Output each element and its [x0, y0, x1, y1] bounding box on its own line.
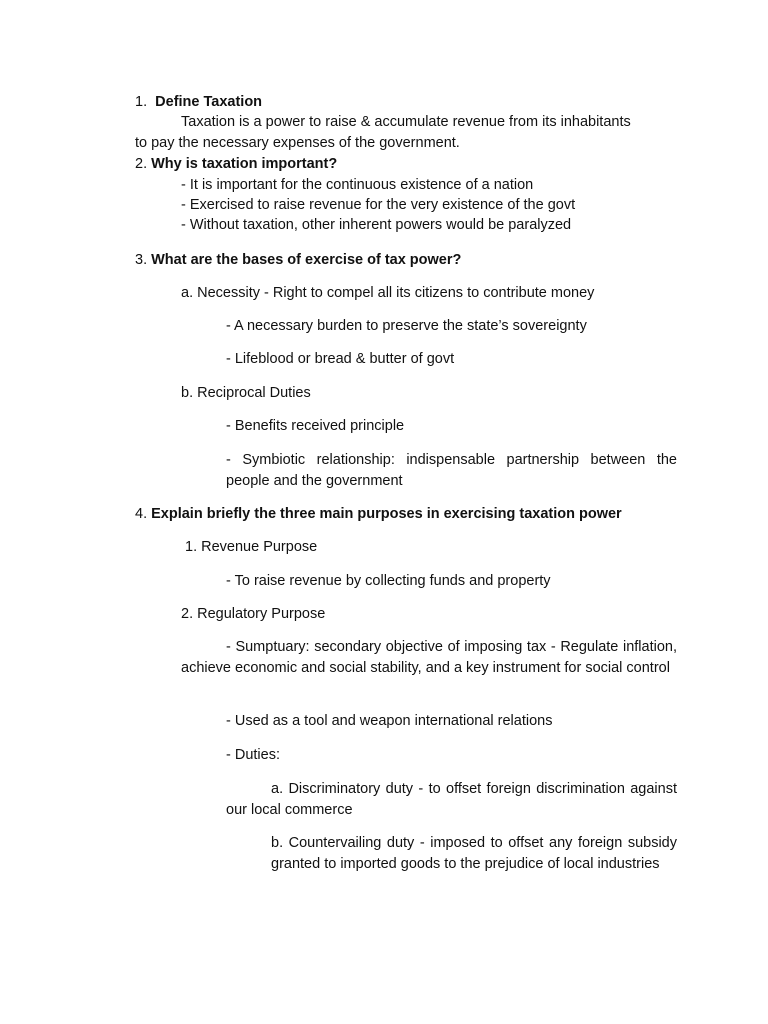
q3-item-b: b. Reciprocal Duties [181, 385, 311, 401]
q3-title: What are the bases of exercise of tax power? [151, 252, 462, 268]
q2-title: Why is taxation important? [151, 156, 338, 172]
q2-bullet: - Without taxation, other inherent powers would be paralyzed [181, 217, 572, 233]
q3-a-point: - Lifeblood or bread & butter of govt [226, 351, 455, 367]
q1-title: Define Taxation [155, 94, 263, 110]
q2-heading: 2. Why is taxation important? [135, 156, 338, 172]
q4-duty-item: a. Discriminatory duty - to offset foreign discrimination against our local commerce [226, 781, 677, 818]
q3-b-point: - Symbiotic relationship: indispensable partnership between the people and the government [226, 452, 677, 489]
q2-bullet: - It is important for the continuous existence of a nation [181, 177, 534, 193]
q3-item-a: a. Necessity - Right to compel all its citizens to contribute money [181, 285, 595, 301]
q3-heading: 3. What are the bases of exercise of tax power? [135, 252, 462, 268]
q2-bullet: - Exercised to raise revenue for the very existence of the govt [181, 197, 576, 213]
q4-title: Explain briefly the three main purposes in exercising taxation power [151, 506, 622, 522]
q1-heading: 1. Define Taxation [135, 94, 263, 110]
q4-purpose-1-point: - To raise revenue by collecting funds and property [226, 573, 551, 589]
q1-answer-line1: Taxation is a power to raise & accumulate revenue from its inhabitants [181, 114, 631, 130]
q3-b-point: - Benefits received principle [226, 418, 405, 434]
q1-answer-line2: to pay the necessary expenses of the government. [135, 135, 460, 151]
q4-purpose-2-point: - Sumptuary: secondary objective of imposing tax - Regulate inflation, achieve economic and social stability, and a key instrument for social control [181, 639, 677, 676]
q4-purpose-1: 1. Revenue Purpose [185, 539, 318, 555]
q4-purpose-2-point: - Used as a tool and weapon international relations [226, 713, 553, 729]
q4-duty-item: b. Countervailing duty - imposed to offset any foreign subsidy granted to imported goods to the prejudice of local industries [271, 835, 677, 872]
q3-a-point: - A necessary burden to preserve the state’s sovereignty [226, 318, 587, 334]
q4-duties-label: - Duties: [226, 747, 280, 763]
q4-heading: 4. Explain briefly the three main purposes in exercising taxation power [135, 506, 622, 522]
q4-purpose-2: 2. Regulatory Purpose [181, 606, 326, 622]
